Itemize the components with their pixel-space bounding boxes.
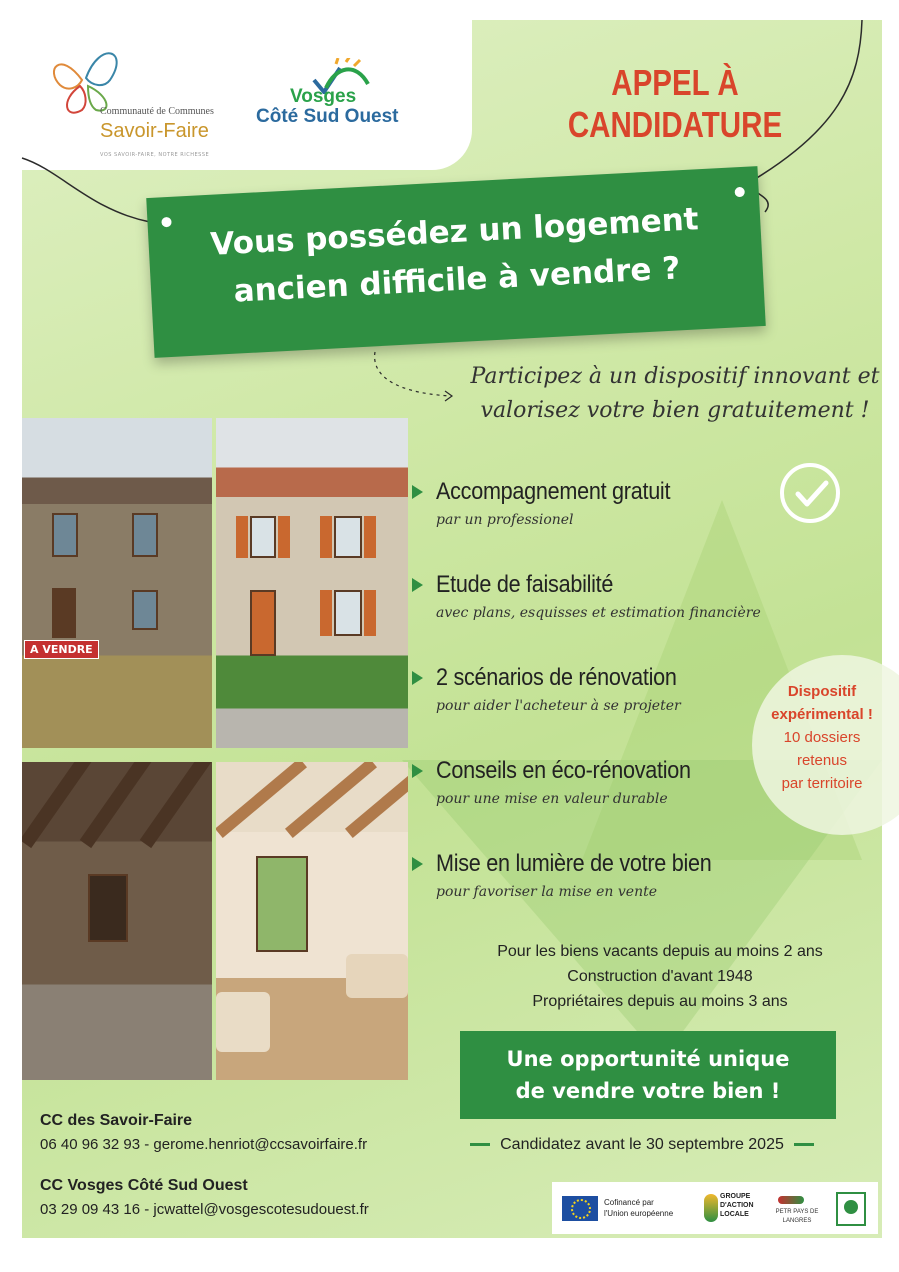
contact-name: CC des Savoir-Faire — [40, 1112, 193, 1129]
opportunity-box — [460, 1031, 836, 1119]
feature-title: Etude de faisabilité — [436, 571, 614, 598]
deadline — [436, 1136, 848, 1160]
arrow-icon — [412, 485, 423, 499]
photo-house-before — [22, 418, 212, 748]
house-shutter — [278, 516, 290, 558]
logo-tagline: VOS SAVOIR-FAIRE, NOTRE RICHESSE — [100, 152, 210, 158]
contacts — [40, 1112, 420, 1218]
arrow-icon — [412, 671, 423, 685]
banner-hole — [734, 187, 745, 198]
funders-strip — [552, 1182, 878, 1234]
vosges-logo — [250, 58, 450, 158]
photo-interior-before — [22, 762, 212, 1080]
tagline-line-1: Participez à un dispositif innovant et — [470, 364, 880, 389]
info-bubble-text — [762, 680, 882, 795]
photo-house-after — [216, 418, 408, 748]
bubble-line-1: Dispositif — [787, 683, 857, 700]
contact-name: CC Vosges Côté Sud Ouest — [40, 1177, 248, 1194]
interior-window — [88, 874, 128, 942]
logo-label-vosges: Vosges — [290, 86, 357, 107]
banner-hole — [161, 217, 172, 228]
petr-logo-icon — [778, 1196, 804, 1204]
photo-interior-after — [216, 762, 408, 1080]
checkmark-icon — [780, 463, 840, 523]
gal-label — [720, 1192, 754, 1219]
headline-banner — [146, 166, 766, 358]
eligibility-conditions — [470, 939, 850, 1014]
gal-logo-icon — [704, 1194, 718, 1222]
gal-line-2: D'ACTION — [720, 1202, 754, 1209]
bubble-line-5: par territoire — [781, 775, 863, 792]
condition-line: Propriétaires depuis au moins 3 ans — [532, 993, 788, 1010]
contact-details[interactable]: 03 29 09 43 16 - jcwattel@vosgescotesudouest.fr — [40, 1201, 369, 1218]
house-window — [334, 590, 362, 636]
gal-line-3: LOCALE — [720, 1211, 749, 1218]
arrow-icon — [412, 578, 423, 592]
savoir-faire-logo — [40, 40, 240, 160]
house-shutter — [364, 516, 376, 558]
logo-label-main: Savoir-Faire — [100, 120, 209, 142]
feature-subtitle: avec plans, esquisses et estimation financière — [436, 605, 761, 621]
house-shutter — [364, 590, 376, 636]
opportunity-line-1: Une opportunité unique — [506, 1047, 790, 1071]
arrow-icon — [412, 857, 423, 871]
contact-details[interactable]: 06 40 96 32 93 - gerome.henriot@ccsavoirfaire.fr — [40, 1136, 368, 1153]
house-shutter — [320, 516, 332, 558]
ceiling-beam — [140, 762, 212, 848]
photo-grid — [22, 418, 408, 1080]
feature-subtitle: pour une mise en valeur durable — [436, 791, 668, 807]
for-sale-sign: A VENDRE — [24, 640, 99, 659]
eu-flag-icon — [562, 1196, 598, 1221]
gal-line-1: GROUPE — [720, 1193, 751, 1200]
feature-item — [410, 571, 830, 664]
feature-subtitle: par un professionel — [436, 512, 574, 528]
house-shutter — [236, 516, 248, 558]
house-window — [132, 590, 158, 630]
dash-decoration — [470, 1143, 490, 1146]
tagline-line-2: valorisez votre bien gratuitement ! — [480, 398, 870, 423]
eu-cofunding-label — [604, 1197, 673, 1219]
opportunity-line-2: de vendre votre bien ! — [515, 1079, 781, 1103]
interior-window — [256, 856, 308, 952]
house-window — [334, 516, 362, 558]
house-shutter — [320, 590, 332, 636]
feature-item — [410, 478, 830, 571]
headline-line-2: ancien difficile à vendre ? — [232, 250, 682, 310]
armchair — [216, 992, 270, 1052]
logo-label-small: Communauté de Communes — [100, 106, 214, 117]
deadline-text: Candidatez avant le 30 septembre 2025 — [500, 1136, 784, 1153]
feature-title: Accompagnement gratuit — [436, 478, 671, 505]
condition-line: Construction d'avant 1948 — [567, 968, 753, 985]
arrow-icon — [412, 764, 423, 778]
tagline — [470, 360, 880, 428]
eu-line-1: Cofinancé par — [604, 1198, 654, 1207]
headline-line-1: Vous possédez un logement — [209, 201, 700, 263]
bubble-line-4: retenus — [796, 752, 848, 769]
logo-label-cote-sud-ouest: Côté Sud Ouest — [256, 106, 399, 127]
feature-title: 2 scénarios de rénovation — [436, 664, 677, 691]
eu-line-2: l'Union européenne — [604, 1209, 674, 1218]
condition-line: Pour les biens vacants depuis au moins 2 ans — [497, 943, 823, 960]
dash-decoration — [794, 1143, 814, 1146]
sofa — [346, 954, 408, 998]
bubble-line-3: 10 dossiers — [783, 729, 861, 746]
house-door — [250, 590, 276, 656]
house-window — [132, 513, 158, 557]
feature-subtitle: pour aider l'acheteur à se projeter — [436, 698, 681, 714]
leader-logo-icon — [836, 1192, 866, 1226]
feature-title: Mise en lumière de votre bien — [436, 850, 712, 877]
feature-item — [410, 850, 830, 943]
feature-subtitle: pour favoriser la mise en vente — [436, 884, 658, 900]
petr-label: PETR PAYS DE LANGRES — [775, 1209, 819, 1224]
call-for-applications-title: APPEL À CANDIDATURE — [567, 62, 783, 145]
feature-title: Conseils en éco-rénovation — [436, 757, 691, 784]
house-window — [52, 513, 78, 557]
bubble-line-2: expérimental ! — [771, 706, 873, 723]
house-door — [52, 588, 76, 638]
house-window — [250, 516, 276, 558]
